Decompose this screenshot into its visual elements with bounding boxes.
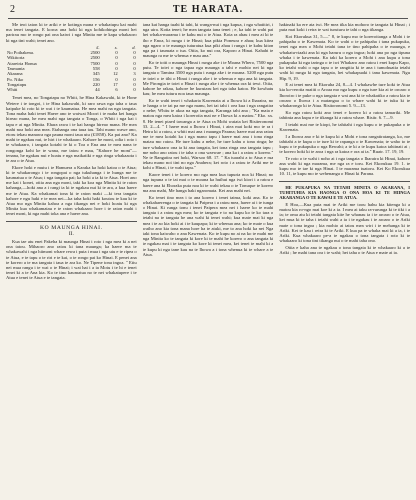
table-row: Tongatapu 220 17 0: [7, 81, 136, 87]
paragraph: Otiia e kaha ana te ngakau o tona tangata ki te whakaaro ki a te Ariki ; he mahi tana ora i te wahi; hei taha o te Atua e mate ai ia.: [279, 244, 411, 256]
section-number: II.: [68, 230, 74, 237]
divider: [6, 221, 137, 222]
paragraph: hakinaki ka ere ata iwi. He mea tika kia mohoro te tangata ki Hinai ; i puta mai koki i reira te wai turuturu te tahi o nga tikanga.: [279, 22, 411, 33]
paragraph: Kua tae atu enei Pakeha ki maunga Hinai i roto i nga mea ki a nei ona tatou. Mihaoro ano ratou ki tana maunga; ka haere ma te whakawahi i nga hiimoni whare rewa i puta i mua i nga utu e te ripea o te Atua, e te tapu o te riri e te kai, o te rongo pai ko Hinai. E penei ana te korero a te ma tangata i taua te ara ko. Ne Tipene tona ingoa. " Etiu nei mua rangu i te wai o te Hinai; i wai hai i a ia Motu i te hi e tenei tenei ki a te Ana kia. Ko te tino kaumatua no te nei whakatupere i te Atua e tenei te Atua e te tangata.: [6, 239, 137, 281]
col-pounds: £.: [96, 44, 100, 50]
paragraph: Kaore tenei i te korero mo nga mea kua tupuria noa ki Hinai; no nga tupuna o te tai mai o te moana ka huihui nga iwi kiori i a ratou e haere ana ki Ehoraka puta noa ki te wahi tekau o te Tonuque te korero ma ana mahi, Me hanga haki ngaromata. Kei ana mahi nei.: [142, 172, 274, 193]
columns: [6, 22, 410, 498]
table-row: Po. Niko 156 0 0: [7, 76, 136, 82]
paragraph: Ko te wahi tenei i whakaria Kawenata ai a Ihowa ki a Iharaira, no te hanga o te tai pa me nga manu, hei tai tahi i oea kua i nga rangatira o nehe; Whitu te akoa na nga tangata, Karanga tahi ana ; "Ka maia e matou nga mea katoa i korerotia mai ne e Ihowa ki a matou." Eko. xx. 8. He tenei ptaed tawanga a te Atua ra Mohi waiata kei Risiteronomi 33. 2—4. " I haere mai a Ihowa i Hinai, i aiea mai koki mo te ra i Heira ki a ratou, a whiti mai ana i maunga Parana; haere mai ana ratou me te mea kotahi ka i nga mano tapu i haere mai ana i tona ringa matau mo ratou. He ture kahu a nehe, he ture kahu o tona ringa; he ture whakaaro ona ia ki ana tangata, kei tona ringa ona tangata tapu ; me noho ano ratou i te taha o ona waewae ; ana ka i a ratou o korero." Ne te Rangatira nei hoki, Warsoo 68. 17. " Ka tuarahi a to Atua e rua tekau mano noi tini no nga Anahera; kei roto i a ratou te Ariki me te kohi o Hinai, i te wahi tapu.": [142, 97, 274, 171]
paragraph: Ekore hoki e mutu i te Hamuera a Karaka ka hoki katoa o te Atua; ki te whakarongo i te rongopai o nga tukuhanga i te hunga me te kaumatua o te Atua; i nga tangata pai; ka hoki a ia ki te Atua. Hoei ano me kai i konei, otiia ana nga moni, taki ka koa nga Minita ki te raton kahanga,—hoki ana a i rangi ia ki te ngakau nui ki te ara, a kua haere me te Atua. Ka whakamai tona ki te raton maki —ki tera tangata kahore e ngu haki e te mea nei—ka taha koki haki koutou te kau ki te Atua mo nga Minita kahoa a nga tikanga nei e hoki hoatu ki nga Minita kua whakamatau e te raton whakaaro hore i te raton mahi i tenei moni, ki nga mahi toka ana e haere ana.: [6, 164, 137, 217]
paragraph: tana kai hanga tuahi ki tahi, ki wanga-nui i nga kapua, i nga whatitiri, i nga uira. Kotia tenei; he mea tangata tana tenei ; e, ka tahi te wahi pai hei whaka-marama i te kahu nui o te Atua. Koia ra ahau i mea ai ki te iho e Enoa, ki runga i te Hinai; kua pikia Poneura e ahau; kua kitea nga ngaro o te maunga tuturatua kua piki ahau i runga i te kahu kiton nga pa i taumata o tua. Otiia, ko nui ora, Kaporo a Hinai. Kahahi te maunga ra me te whenua e mau ana.": [142, 22, 274, 59]
table-row: Tasmania 558 0 0: [7, 66, 136, 71]
section-title: KO MAUNGA HINAI.: [40, 224, 103, 231]
running-title: TE HARATA.: [172, 4, 244, 15]
table-row: No Poihakena. 2500 0 0: [7, 50, 136, 56]
paragraph: I tetahi mai me te kiopi, he tahitahi i nga kupu o te pukapuka o te Kawenata.: [279, 121, 411, 132]
table-row: Wikitoria 2500 0 0: [7, 55, 136, 61]
middle-column: [143, 22, 274, 498]
right-column: [279, 22, 410, 498]
intro-paragraph: Me teoi taton ki te ariki e te kotinga mana e whakatupu kai mahi ma tenei tangata. E koroa ana hoki ki nga kohikohinga moni hei parirau mo te rongo pai ona kaiwi i nga Minita me te kapa whakaoro ki nga tini wahi; tenei ano.: [6, 22, 137, 43]
table-row: Akarana 345 12 3: [7, 71, 136, 77]
paragraph: Ko nga ratou koki ano tenei e korero ki a ratou tamariki. Me tahitnta ana kupu e te tikanga ki a ratou whare. Risitr. 6. 7—9.: [279, 109, 411, 120]
table-row: Atareiria Honua 7500 0 0: [7, 60, 136, 66]
divider: [279, 181, 410, 182]
left-column: [6, 22, 137, 498]
table-row: Whiti 44 6 0: [7, 87, 136, 93]
col-shillings: s.: [114, 44, 118, 50]
page-number: 2: [10, 4, 15, 15]
col-pence: d.: [132, 44, 136, 50]
paragraph: E ai tenei mea ki Ekoruha 24, 8—4. I whakawhe ture koki te Atua kia ko-rerotia maiiti o Aroaa mo nga kupu o nga ture kia ai te oroaro o Ihoroiro i te puke o nga tangata e wai ana ki te whakatiko a ratou kia te oroaro o Ihowa i a matangaa o to whare wahi ki te tuku ki te whakarongo ki te Atua. Risitoronomi 5. 9—13.: [279, 82, 411, 109]
donations-table: [6, 45, 137, 93]
paragraph: E Hoa,—Kua puta mai te Ariki me toou hahu kia kitenga ki a matou kia ro-ngo mai koe ki a ia. I mea ai taku ra-rurunga ki te tiki i a ia; te oma atu ki tetahi tangata kite he whanau ia i te aroaro o te Atua, kei mua ki te taha i tetahi wahi a ia i te ngakau i te aroaro o te Ariki mate o tona ingoa ; kia mohio ai tatou mea wiri i te mehanga ki te Ariki. Kei te kau i reira ki te Ariki. E kua pa te whaka mai ki a ia, i te Ariki. Kua whakaaro pe-a te ngakau o tona tangata i roto ki te whakaaro ki tona tini tikanga nui o te mahi taha ono.: [279, 201, 411, 244]
paragraph: Ko te toiti o maunga Hinai i runga ake i te Moana Whero, 7500 nga putu. Te toiei o nga tapaa nga maunga a tahi e mohio nei ki nga tangata o Tamina 3500 nga putu i runga ake i te moana. 5200 nga putu te toiei o te tihi o Hinai i runga ake i te whenua e ngu ana ki tangata. Me Pirongia te toiei o Hinai i runga ake i te whenua ora ki tewi. Otiia, kahore he rakau, kahore he kurutaru kei nga taha katoa. He kowhatu kau; he mea tuturu noa taua maunga.: [142, 59, 274, 97]
paragraph: Koi Ekorukua 31, 5.—" 8, te kupu mo te koreroitanga a Mohi i te pahipaha o te Kawenata. Ko te wahi o te pahipaha i tana pukapuka, tenei nga mea o Mohi tetahi tana te tino pahipaha o te maunga, e whakatu-riaaki ana ki nga haruru o nga ingoa; hoki ana po nga tipuna whaka i te kawenata. Ka taki ka korero a Mohi i ana kupu a tona pukapuka ki nga taringa o te iwi Whakaro ano ratou i enei kupu Kapo, ko tetahi wahi o nga tapu o te rangitia ki te ana i tumohuatia tetahi wahi ki runga ki nga tangata, hei whakapuaki i tana kawenata. Ngu Hip. 9, 19.: [279, 33, 411, 81]
paragraph: Te roto o te wahi i noho ai i nga tangata o Iharaira ki Hinai, kahore ana wahi ki nga marama, me nga ra e toru. Kei Ekorukua 19. 1. te kupu mo te tae ki nga Hinai. I te marama tuatoru. Kei Ko Ekorukua 10. 11, te kupu mo te wehenanga o Hinai ki Parana.: [279, 155, 411, 177]
paragraph: I a Ihowa ano e ki te kupu ki a Mohi e tona rangatiratanga, ko, me tahitahi a te kupu o te ture ki te rapanga o te Kawenata; te waho to te kupu o te pukapuka o nga Rewahi; a te ki a te kupu katoa tahiinati ai ; te korero hoki ki te aroa i nga ra katoa e ora ai ia." Ruatr. 17. 19, 19.: [279, 133, 411, 155]
paragraph: Ko tenei tino mea i to ana korero i tenei taima, koki ana. Ko te whakahaerenga o te tangata ki Paipera i a ratou mea, haere ai i te tunga o Hinai. Ki runga tonu i tenei Paipera mea nei i haere ko te mahi tangata i a ratou nga mea; ko te tangata e to na kupu ko te ko tara o tetahi na te tangata he ana wahi ki tenei wahi; kua mate mai ki nga mea i te ao kia hoki ai i te kaupapa; ki te whenua ana; ko te mate o kua waiho ano kia tona mana hore ha te atuki, me to ana hoki ka nei Nga taki tona kaiwaho o ana Kawenata. Ko te kupu no ai na ko te mahi me nga Minita ko te tangata ki kore ki te mahi he korero o ana tangata ki te ngakau mai i te tangata ko kore ki tenei mea, kei tenei te mahi ki a te kupu ki nga tane kau na te Ihowa a i tona whenua ki te whare a te Atua.: [142, 194, 274, 257]
page-header: [8, 0, 408, 19]
paragraph: Tenei mea, no Tongatapu no Whiti, he Hina Kakawahi, ki te Hone Wetere i te tongoi, i te Hina kakawahi, ki raro rawa nga taha o taua kaipuke ki roto ki te wai i te kaumatua. He mea mahi na nga tangata. Tona maha haki tenei Haere ano te waiwai Moori i te maha kei hanga hireao mana, he mea mahi nga tangata o Tonga, o Whiti i nga kai i tapu e ai nga Minita. Ehara rawa i te kai hanga hireao mana. He mea mahi noa hoki ana mea. Etahanga ona taua tau. Tahi mano wawe ano, etoru tekau manawa nga pauna moni taua utu (£1858). Ka pai ano? Ka mahi te ngakau nui, te hiri i te whakaaro. Kahore he moni, odia i roto i te whakaaro, i tangata kotahi te ki o Toa o Ena ana te mea nana te rongonga kohi ke te wana, me tatou e mau, "Kahore he moni"—tenana, he ngakau nui e hoatu e nga maikatiki e nga ringa whakaaota i te ara o te Atua.: [6, 95, 137, 163]
letter-heading: HE PUKAPUKA NA TETAHI MINITA O AKARANA, I TUHITUHIA KIA HAONGA O ONA HOA KI TE HIINGA AKARANGA O TE KAWAI E TE ATUA.: [279, 184, 411, 200]
